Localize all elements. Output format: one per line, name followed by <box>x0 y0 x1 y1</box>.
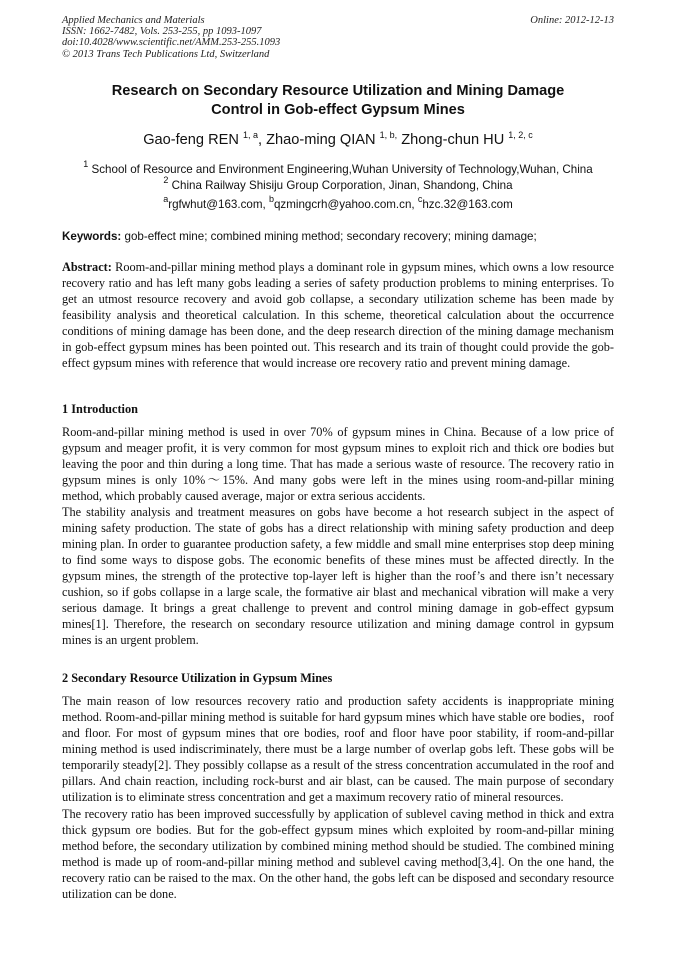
abstract-label: Abstract: <box>62 260 112 274</box>
journal-name: Applied Mechanics and Materials <box>62 15 205 26</box>
email-mark: a <box>163 194 169 204</box>
email-mark: b <box>268 194 274 204</box>
title-line-1: Research on Secondary Resource Utilization and Mining Damage <box>111 83 565 99</box>
author-name: , Zhao-ming QIAN <box>257 132 380 148</box>
author-affiliation-mark: 1, a <box>242 130 258 140</box>
section-heading-secondary-utilization: 2 Secondary Resource Utilization in Gypsum Mines <box>62 671 333 685</box>
author-affiliation-mark: 1, 2, c <box>508 130 533 140</box>
email-mark: c <box>417 194 423 204</box>
section-heading-introduction: 1 Introduction <box>62 402 138 416</box>
online-date: Online: 2012-12-13 <box>530 15 614 26</box>
affiliation-mark: 1 <box>83 159 89 169</box>
title-line-2: Control in Gob-effect Gypsum Mines <box>211 101 465 118</box>
author-list <box>62 130 614 148</box>
issn-line: ISSN: 1662-7482, Vols. 253-255, pp 1093-1097 <box>62 26 262 38</box>
publication-info <box>62 15 280 60</box>
intro-paragraph-1: Room-and-pillar mining method is used in over 70% of gypsum mines in China. Because of a low price of gypsum and meager profit, it is very common for most gypsum mines to exploit rich and thick ore bodies but leaving the poor and thin during a long time. That has made a serious waste of resource. The recovery ratio in gypsum mines is only 10%～15%. And many gobs were left in the mines using room-and-pillar mining method, which probably caused average, major or extra serious accidents. <box>62 425 614 503</box>
doi-line: doi:10.4028/www.scientific.net/AMM.253-255.1093 <box>62 37 281 49</box>
email-address[interactable]: hzc.32@163.com <box>422 198 513 211</box>
affiliation-text: China Railway Shisiju Group Corporation, Jinan, Shandong, China <box>168 179 513 192</box>
author-affiliation-mark: 1, b, <box>379 130 398 140</box>
copyright-line: © 2013 Trans Tech Publications Ltd, Switzerland <box>62 48 270 60</box>
abstract-text: Room-and-pillar mining method plays a dominant role in gypsum mines, which owns a low resource recovery ratio and has left many gobs leading a series of safety production problems to mining enterprises. To get an utmost resource recovery and avoid gob collapse, a secondary utilization scheme has been made by feasibility analysis and theoretical calculation. In this scheme, theoretical calculation about the occurrence conditions of mining damage has been done, and the deep research direction of the mining damage mechanism in gob-effect gypsum mines has been pointed out. This research and its train of thought could provide the gob-effect gypsum mines with reference that would increase ore recovery ratio and prevent mining damage. <box>62 260 614 370</box>
affiliation-mark: 2 <box>163 175 169 185</box>
author-name: Gao-feng REN <box>143 132 243 148</box>
intro-paragraph-2: The stability analysis and treatment measures on gobs have become a hot research subject in the aspect of mining safety production. The state of gobs has a direct relationship with mining safety production and deep mining plan. In order to guarantee production safety, a few middle and small mine enterprises stop deep mining to find some ways to dispose gobs. The economic benefits of these mines must be affected directly. In the gypsum mines, the strength of the protective top-layer left is higher than the roof’s and there isn’t necessary cushion, so if gobs collapse in a large scale, the formative air blast and mechanical vibration will make a very serious damage. It brings a great challenge to prevent and control mining damage in gob-effect gypsum mines[1]. Therefore, the research on secondary resource utilization and mining damage control in gypsum mines is an urgent problem. <box>62 505 614 647</box>
keywords-text: gob-effect mine; combined mining method; secondary recovery; mining damage; <box>121 230 537 243</box>
email-address[interactable]: rgfwhut@163.com, <box>168 198 269 211</box>
affiliation-2 <box>62 172 614 194</box>
abstract <box>62 259 614 371</box>
email-address[interactable]: qzmingcrh@yahoo.com.cn, <box>273 198 418 211</box>
keywords-label: Keywords: <box>62 230 122 243</box>
author-name: Zhong-chun HU <box>397 132 509 148</box>
section2-paragraph-2: The recovery ratio has been improved successfully by application of sublevel caving method in thick and extra thick gypsum ore bodies. But for the gob-effect gypsum mines which exploited by room-and-pillar mining method before, the secondary utilization by combined mining method should be studied. The combined mining method is made up of room-and-pillar mining method and sublevel caving method[3,4]. On the one hand, the recovery ratio can be raised to the max. On the other hand, the gobs left can be disposed and secondary resource utilization can be done. <box>62 807 614 901</box>
affiliation-text: School of Resource and Environment Engineering,Wuhan University of Technology,Wuhan, China <box>88 163 593 176</box>
author-emails <box>62 194 614 211</box>
section2-paragraph-1: The main reason of low resources recovery ratio and production safety accidents is inappropriate mining method. Room-and-pillar mining method is suitable for hard gypsum mines which have stable ore bodies，roof and floor. For most of gypsum mines that ore bodies, roof and floor have poor stability, if room-and-pillar mining method is used indiscriminately, there must be a large number of overlap gobs left. These gobs will be temporarily steady[2]. They possibly collapse as a result of the stress concentration accumulated in the roof and pillars. And chain reaction, including rock-burst and air blast, can be caused. The main purpose of secondary utilization is to eliminate stress concentration and get a maximum recovery ratio of mineral resources. <box>62 694 614 804</box>
paper-title <box>62 82 614 119</box>
keywords <box>62 230 614 243</box>
